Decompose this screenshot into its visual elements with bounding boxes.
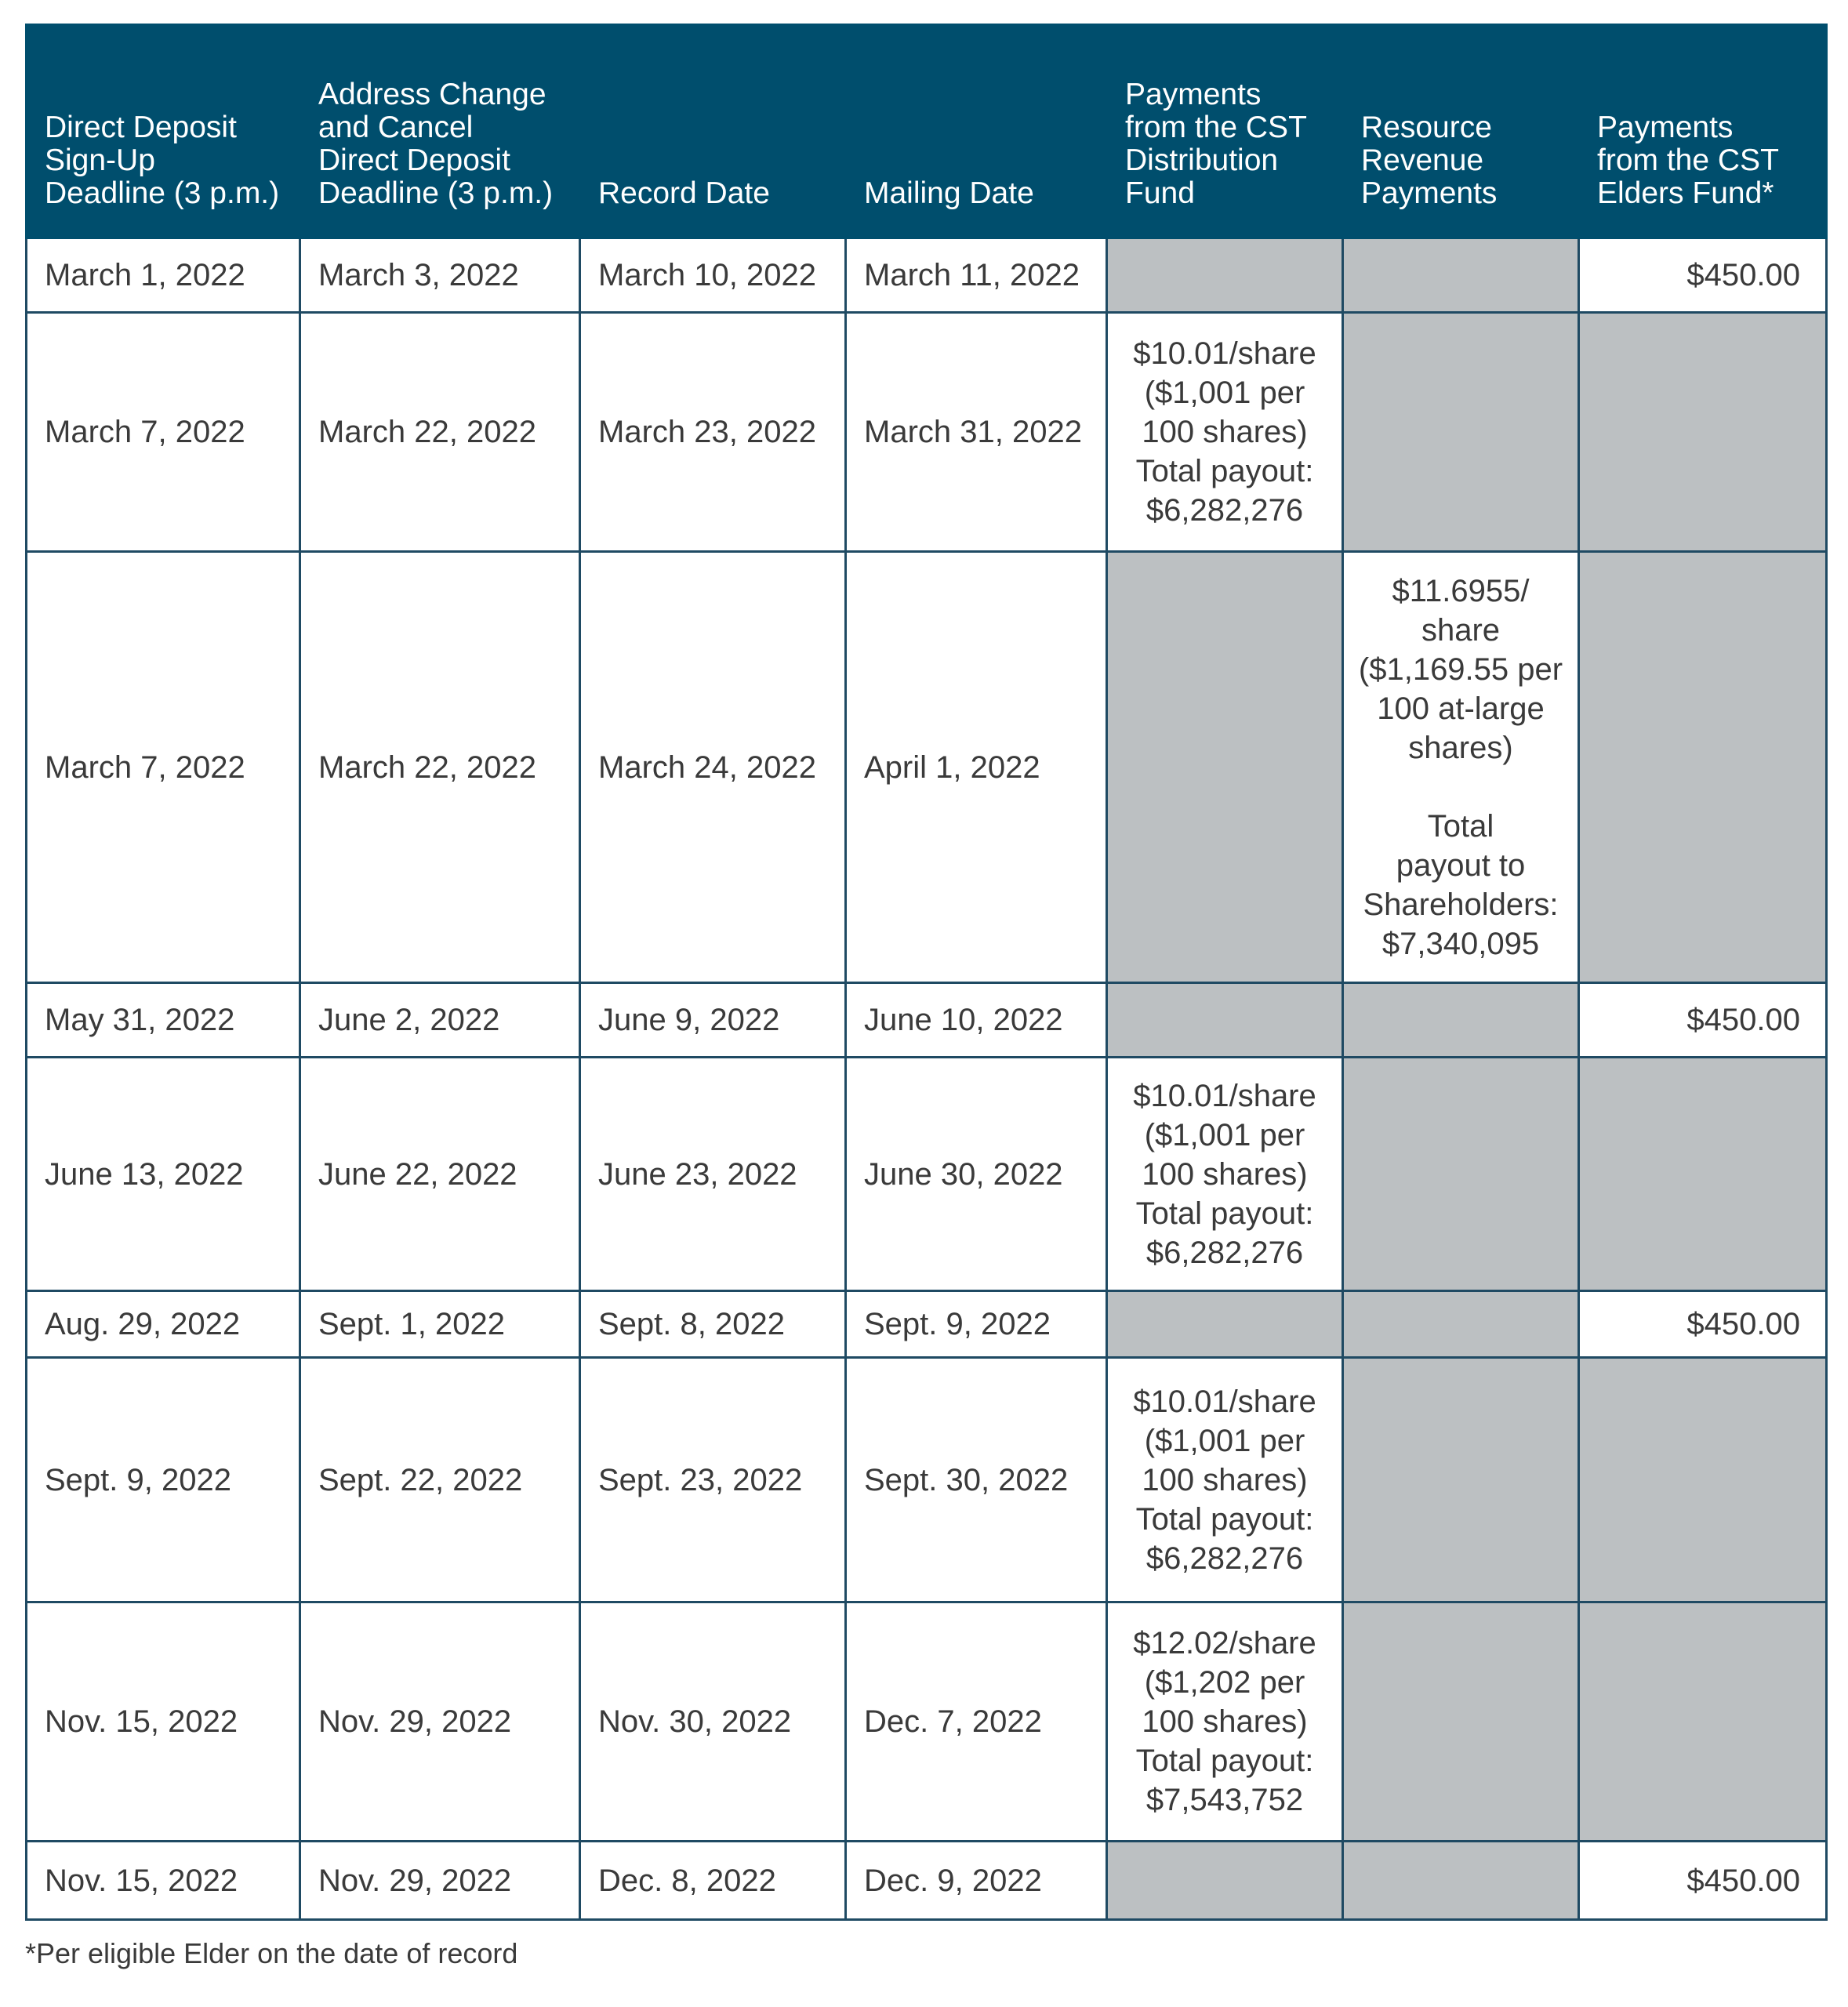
cell-record: March 10, 2022 xyxy=(580,238,846,313)
cell-line: 100 at-large xyxy=(1377,691,1545,726)
cell-resource xyxy=(1343,1291,1579,1358)
cell-line: $10.01/share xyxy=(1133,1384,1316,1419)
cell-elders xyxy=(1579,1358,1827,1602)
cell-line: ($1,001 per xyxy=(1144,1117,1305,1152)
cell-line: Shareholders: xyxy=(1363,887,1559,922)
cell-address: March 22, 2022 xyxy=(300,552,580,983)
header-line: Payments xyxy=(1361,176,1498,210)
cell-line: Total payout: xyxy=(1135,1196,1314,1231)
cell-mailing: Sept. 9, 2022 xyxy=(846,1291,1107,1358)
cell-signup: May 31, 2022 xyxy=(27,983,300,1058)
header-line: Elders Fund* xyxy=(1597,176,1774,210)
header-line: Payments xyxy=(1597,111,1734,144)
cell-line: ($1,001 per xyxy=(1144,376,1305,410)
cell-signup: Nov. 15, 2022 xyxy=(27,1842,300,1920)
table-row xyxy=(27,1291,1827,1358)
cell-line: $6,282,276 xyxy=(1145,1235,1304,1270)
header-line: Deadline (3 p.m.) xyxy=(45,176,280,210)
header-line: Record Date xyxy=(598,176,770,210)
cell-resource xyxy=(1343,1058,1579,1291)
cell-signup: March 7, 2022 xyxy=(27,313,300,552)
cell-distribution xyxy=(1107,313,1343,552)
cell-line xyxy=(1349,768,1573,807)
cell-record: Nov. 30, 2022 xyxy=(580,1602,846,1842)
cell-line: 100 shares) xyxy=(1142,1704,1308,1739)
header-line: Deadline (3 p.m.) xyxy=(318,176,554,210)
cell-distribution xyxy=(1107,1842,1343,1920)
cell-mailing: June 10, 2022 xyxy=(846,983,1107,1058)
cell-distribution xyxy=(1107,1358,1343,1602)
header-mailing-date xyxy=(846,25,1107,238)
footnote: *Per eligible Elder on the date of record xyxy=(25,1937,518,1969)
cell-line: share xyxy=(1421,612,1501,648)
cell-record: March 23, 2022 xyxy=(580,313,846,552)
cell-mailing: June 30, 2022 xyxy=(846,1058,1107,1291)
header-line: Direct Deposit xyxy=(45,111,237,144)
cell-address: June 22, 2022 xyxy=(300,1058,580,1291)
cell-line: 100 shares) xyxy=(1142,415,1308,449)
cell-record: Sept. 23, 2022 xyxy=(580,1358,846,1602)
cell-resource xyxy=(1343,552,1579,983)
cell-resource xyxy=(1343,1358,1579,1602)
header-line: Address Change xyxy=(318,78,546,111)
cell-line: ($1,001 per xyxy=(1144,1423,1305,1458)
cell-line: payout to xyxy=(1396,847,1526,883)
cell-elders xyxy=(1579,1602,1827,1842)
cell-mailing: Sept. 30, 2022 xyxy=(846,1358,1107,1602)
cell-signup: June 13, 2022 xyxy=(27,1058,300,1291)
cell-line: $6,282,276 xyxy=(1145,1541,1304,1576)
cell-address: June 2, 2022 xyxy=(300,983,580,1058)
cell-line: Total payout: xyxy=(1135,454,1314,488)
cell-mailing: Dec. 7, 2022 xyxy=(846,1602,1107,1842)
cell-distribution xyxy=(1107,238,1343,313)
cell-record: Sept. 8, 2022 xyxy=(580,1291,846,1358)
payment-schedule-table xyxy=(25,24,1828,1921)
cell-line: 100 shares) xyxy=(1142,1462,1308,1497)
cell-signup: Nov. 15, 2022 xyxy=(27,1602,300,1842)
cell-resource xyxy=(1343,313,1579,552)
table-row xyxy=(27,983,1827,1058)
cell-line: Total payout: xyxy=(1135,1501,1314,1537)
cell-distribution xyxy=(1107,1291,1343,1358)
cell-distribution xyxy=(1107,983,1343,1058)
cell-record: June 9, 2022 xyxy=(580,983,846,1058)
cell-elders xyxy=(1579,552,1827,983)
cell-record: Dec. 8, 2022 xyxy=(580,1842,846,1920)
cell-elders: $450.00 xyxy=(1579,238,1827,313)
cell-line: $6,282,276 xyxy=(1145,493,1304,528)
cell-line: ($1,202 per xyxy=(1144,1665,1305,1700)
cell-line: $10.01/share xyxy=(1133,1078,1316,1113)
header-line: from the CST xyxy=(1597,143,1779,177)
table-row xyxy=(27,552,1827,983)
cell-signup: March 7, 2022 xyxy=(27,552,300,983)
header-elders-fund xyxy=(1579,25,1827,238)
cell-address: March 22, 2022 xyxy=(300,313,580,552)
header-record-date xyxy=(580,25,846,238)
header-address-change-deadline xyxy=(300,25,580,238)
cell-distribution xyxy=(1107,1058,1343,1291)
cell-address: Sept. 22, 2022 xyxy=(300,1358,580,1602)
cell-mailing: Dec. 9, 2022 xyxy=(846,1842,1107,1920)
cell-resource xyxy=(1343,1602,1579,1842)
header-line: Resource xyxy=(1361,111,1492,144)
header-row xyxy=(27,25,1827,238)
cell-distribution xyxy=(1107,1602,1343,1842)
header-line: Distribution xyxy=(1125,143,1279,177)
cell-address: Sept. 1, 2022 xyxy=(300,1291,580,1358)
cell-line: $7,543,752 xyxy=(1145,1783,1304,1817)
header-line: Payments xyxy=(1125,78,1262,111)
cell-address: March 3, 2022 xyxy=(300,238,580,313)
table-row xyxy=(27,1602,1827,1842)
cell-signup: Sept. 9, 2022 xyxy=(27,1358,300,1602)
cell-line: 100 shares) xyxy=(1142,1156,1308,1192)
cell-resource xyxy=(1343,983,1579,1058)
header-line: Fund xyxy=(1125,176,1195,210)
cell-record: June 23, 2022 xyxy=(580,1058,846,1291)
header-line: Revenue xyxy=(1361,143,1484,177)
cell-elders: $450.00 xyxy=(1579,1842,1827,1920)
cell-line: $12.02/share xyxy=(1133,1626,1316,1660)
header-signup-deadline xyxy=(27,25,300,238)
cell-elders xyxy=(1579,313,1827,552)
table-row xyxy=(27,313,1827,552)
cell-line: $11.6955/ xyxy=(1392,573,1530,608)
cell-line: shares) xyxy=(1408,730,1513,765)
cell-line: $10.01/share xyxy=(1133,336,1316,371)
cell-address: Nov. 29, 2022 xyxy=(300,1842,580,1920)
header-line: Mailing Date xyxy=(864,176,1034,210)
header-distribution-fund xyxy=(1107,25,1343,238)
header-line: from the CST xyxy=(1125,111,1307,144)
cell-elders: $450.00 xyxy=(1579,983,1827,1058)
table-row xyxy=(27,1358,1827,1602)
cell-line: Total xyxy=(1427,808,1494,844)
cell-signup: Aug. 29, 2022 xyxy=(27,1291,300,1358)
header-resource-revenue xyxy=(1343,25,1579,238)
cell-resource xyxy=(1343,238,1579,313)
cell-mailing: March 31, 2022 xyxy=(846,313,1107,552)
cell-elders: $450.00 xyxy=(1579,1291,1827,1358)
table-row xyxy=(27,238,1827,313)
header-line: Sign-Up xyxy=(45,143,155,177)
table-row xyxy=(27,1058,1827,1291)
cell-signup: March 1, 2022 xyxy=(27,238,300,313)
cell-line: $7,340,095 xyxy=(1381,926,1540,961)
table-row xyxy=(27,1842,1827,1920)
cell-line: Total payout: xyxy=(1135,1744,1314,1778)
header-line: and Cancel xyxy=(318,111,474,144)
cell-line: ($1,169.55 per xyxy=(1358,651,1563,687)
cell-record: March 24, 2022 xyxy=(580,552,846,983)
cell-resource xyxy=(1343,1842,1579,1920)
cell-address: Nov. 29, 2022 xyxy=(300,1602,580,1842)
cell-distribution xyxy=(1107,552,1343,983)
cell-mailing: March 11, 2022 xyxy=(846,238,1107,313)
header-line: Direct Deposit xyxy=(318,143,510,177)
cell-elders xyxy=(1579,1058,1827,1291)
cell-mailing: April 1, 2022 xyxy=(846,552,1107,983)
